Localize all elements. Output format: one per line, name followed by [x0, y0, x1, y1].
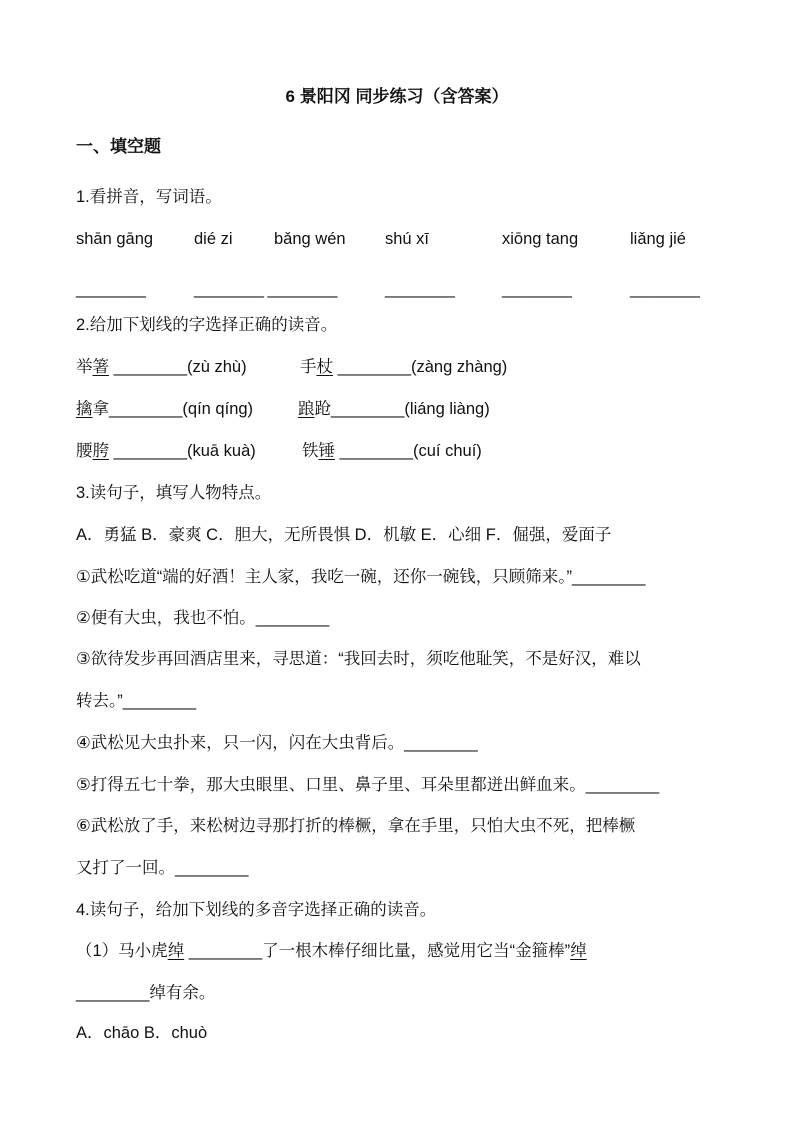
- q3-item: ④武松见大虫扑来，只一闪，闪在大虫背后。________: [76, 734, 478, 752]
- page-title: 6 景阳冈 同步练习（含答案）: [285, 87, 509, 106]
- q2-item: 踉跄________(liáng liàng): [298, 400, 490, 418]
- answer-blank: ________: [76, 280, 146, 298]
- q3-item: ⑥武松放了手，来松树边寻那打折的棒橛，拿在手里，只怕大虫不死，把棒橛: [76, 817, 636, 835]
- pinyin-1: shān gāng: [76, 230, 154, 248]
- pinyin-5: xiōng tang: [502, 230, 579, 248]
- q4-sentence-cont: ________绰有余。: [76, 984, 216, 1002]
- q2-item: 擒拿________(qín qíng): [76, 400, 254, 418]
- q2-item: 举箸 ________(zù zhù): [76, 358, 247, 376]
- answer-blank: ________: [385, 280, 455, 298]
- q4-prompt: 4.读句子，给加下划线的多音字选择正确的读音。: [76, 901, 437, 919]
- q3-item: ⑤打得五七十拳，那大虫眼里、口里、鼻子里、耳朵里都迸出鲜血来。________: [76, 776, 660, 794]
- q1-prompt: 1.看拼音，写词语。: [76, 188, 222, 206]
- section-heading: 一、填空题: [76, 137, 161, 156]
- q3-options: A．勇猛 B．豪爽 C．胆大，无所畏惧 D．机敏 E．心细 F．倔强，爱面子: [76, 526, 612, 544]
- q3-item: ②便有大虫，我也不怕。________: [76, 609, 330, 627]
- pinyin-6: liǎng jié: [630, 230, 686, 248]
- q4-sentence: （1）马小虎绰 ________了一根木棒仔细比量，感觉用它当“金箍棒”绰: [76, 942, 587, 960]
- q3-prompt: 3.读句子，填写人物特点。: [76, 484, 272, 502]
- q4-options: A．chāo B．chuò: [76, 1024, 208, 1042]
- pinyin-2: dié zi: [194, 230, 233, 248]
- pinyin-3: bǎng wén: [274, 230, 346, 248]
- answer-blank: ________: [630, 280, 700, 298]
- q2-prompt: 2.给加下划线的字选择正确的读音。: [76, 316, 338, 334]
- q3-item: 又打了一回。________: [76, 859, 249, 877]
- q2-item: 腰胯 ________(kuā kuà): [76, 442, 256, 460]
- answer-blank: ________ ________: [194, 280, 337, 298]
- pinyin-4: shú xī: [385, 230, 430, 248]
- q3-item: ③欲待发步再回酒店里来，寻思道：“我回去时，须吃他耻笑，不是好汉，难以: [76, 650, 641, 668]
- q3-item: 转去。”________: [76, 692, 197, 710]
- q2-item: 铁锤 ________(cuí chuí): [302, 442, 482, 460]
- q3-item: ①武松吃道“端的好酒！主人家，我吃一碗，还你一碗钱，只顾筛来。”________: [76, 568, 646, 586]
- answer-blank: ________: [502, 280, 572, 298]
- q2-item: 手杖 ________(zàng zhàng): [300, 358, 508, 376]
